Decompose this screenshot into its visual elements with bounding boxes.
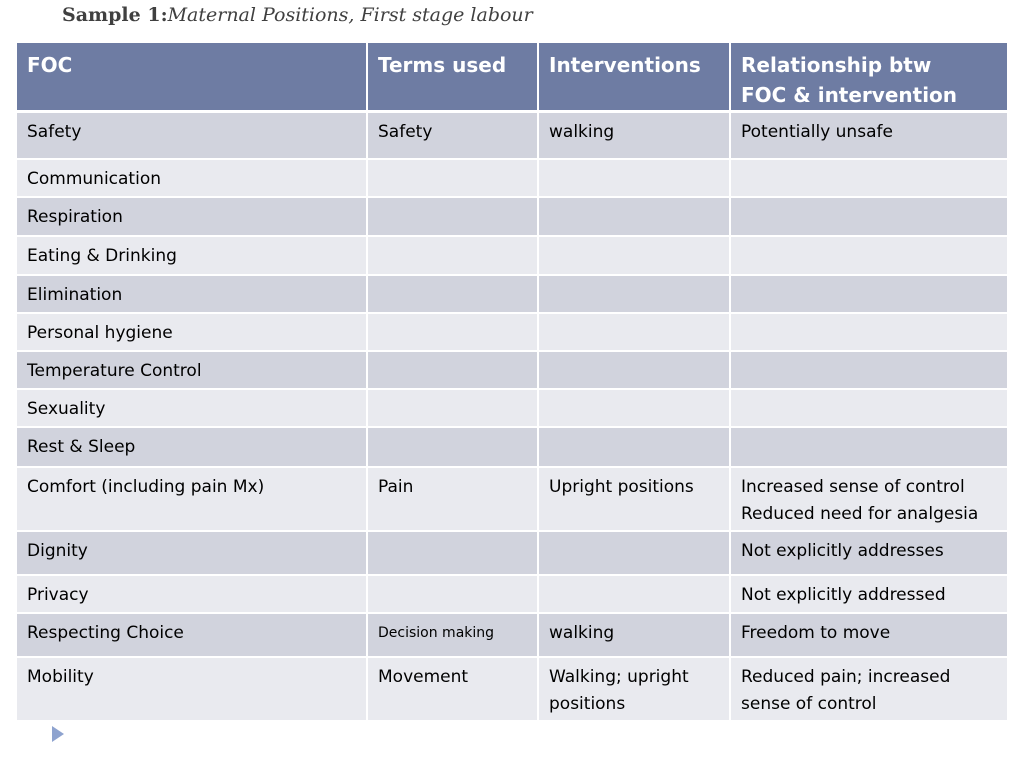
cell-intervention: Walking; upright positions [538,657,730,721]
cell-relationship: Freedom to move [730,613,1007,657]
table-row [17,467,1007,531]
cell-intervention: walking [538,613,730,657]
cell-intervention [538,427,730,467]
table-row [17,236,1007,275]
header-terms-used: Terms used [367,43,538,112]
table-row [17,575,1007,613]
table-header-row [17,43,1007,112]
cell-terms [367,575,538,613]
cell-foc: Rest & Sleep [17,427,367,467]
cell-terms: Decision making [367,613,538,657]
cell-foc: Elimination [17,275,367,313]
cell-terms [367,159,538,197]
cell-relationship: Not explicitly addressed [730,575,1007,613]
cell-foc: Eating & Drinking [17,236,367,275]
cell-relationship: Increased sense of control Reduced need for analgesia [730,467,1007,531]
cell-foc: Safety [17,112,367,159]
cell-terms [367,236,538,275]
header-foc: FOC [17,43,367,112]
cell-foc: Privacy [17,575,367,613]
cell-relationship [730,197,1007,236]
cell-intervention [538,197,730,236]
cell-relationship [730,159,1007,197]
cell-terms [367,389,538,427]
table-row [17,197,1007,236]
slide-title-label: Sample 1: [62,4,168,26]
cell-intervention [538,389,730,427]
cell-intervention [538,313,730,351]
table-row [17,427,1007,467]
cell-relationship [730,427,1007,467]
cell-foc: Respecting Choice [17,613,367,657]
cell-foc: Sexuality [17,389,367,427]
table-row [17,313,1007,351]
cell-foc: Communication [17,159,367,197]
cell-relationship: Reduced pain; increased sense of control [730,657,1007,721]
cell-terms [367,427,538,467]
cell-foc: Personal hygiene [17,313,367,351]
table-row [17,531,1007,575]
cell-intervention [538,351,730,389]
slide-title-subtitle: Maternal Positions, First stage labour [167,4,533,26]
header-interventions: Interventions [538,43,730,112]
table-row [17,389,1007,427]
cell-intervention [538,159,730,197]
table-row [17,657,1007,721]
table-row [17,351,1007,389]
cell-terms [367,313,538,351]
cell-foc: Mobility [17,657,367,721]
cell-intervention [538,531,730,575]
cell-foc: Respiration [17,197,367,236]
cell-intervention [538,275,730,313]
foc-table [17,43,1007,722]
cell-foc: Comfort (including pain Mx) [17,467,367,531]
cell-foc: Temperature Control [17,351,367,389]
cell-relationship [730,275,1007,313]
cell-relationship [730,351,1007,389]
cell-relationship: Not explicitly addresses [730,531,1007,575]
cell-foc: Dignity [17,531,367,575]
cell-terms [367,275,538,313]
cell-intervention: walking [538,112,730,159]
slide-title [62,4,533,26]
cell-terms [367,531,538,575]
triangle-right-icon [52,726,64,742]
table-row [17,613,1007,657]
cell-intervention [538,236,730,275]
table-row [17,275,1007,313]
cell-relationship [730,389,1007,427]
header-relationship: Relationship btw FOC & intervention [730,43,1007,112]
table-row [17,159,1007,197]
cell-relationship [730,313,1007,351]
cell-intervention [538,575,730,613]
cell-relationship [730,236,1007,275]
cell-terms: Pain [367,467,538,531]
table-row [17,112,1007,159]
cell-terms [367,351,538,389]
cell-intervention: Upright positions [538,467,730,531]
cell-terms: Safety [367,112,538,159]
cell-terms [367,197,538,236]
cell-relationship: Potentially unsafe [730,112,1007,159]
cell-terms: Movement [367,657,538,721]
